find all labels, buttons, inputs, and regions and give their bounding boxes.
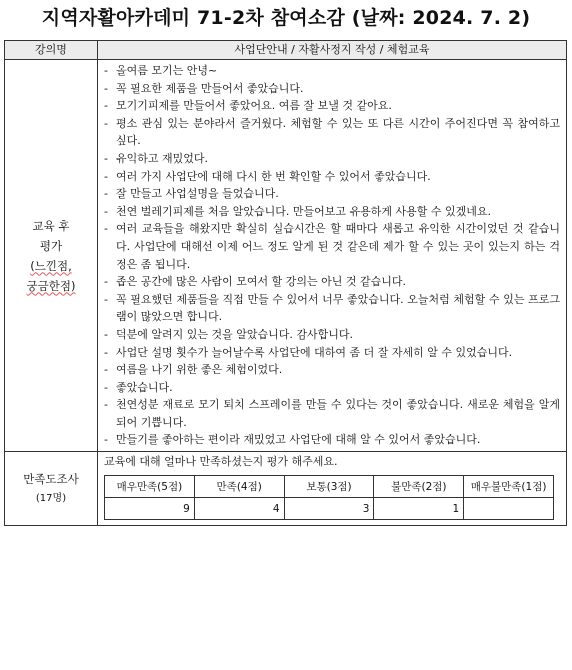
comment-list — [98, 60, 566, 451]
rating-value-row — [105, 498, 554, 520]
header-row — [5, 41, 567, 60]
comments-cell — [98, 60, 567, 452]
comment-item: - 여러 가지 사업단에 대해 다시 한 번 확인할 수 있어서 좋았습니다. — [104, 169, 431, 183]
satisfaction-row — [5, 452, 567, 526]
rating-header: 보통(3점) — [284, 476, 374, 498]
rating-header: 매우만족(5점) — [105, 476, 195, 498]
comment-item: - 모기기피제를 만들어서 좋았어요. 여름 잘 보낼 것 같아요. — [104, 99, 392, 113]
comment-item: - 좁은 공간에 많은 사람이 모여서 할 강의는 아닌 것 같습니다. — [104, 275, 406, 289]
rating-header: 불만족(2점) — [374, 476, 464, 498]
rating-value: 9 — [105, 498, 195, 520]
evaluation-label-line: 궁금한점) — [26, 278, 76, 293]
rating-header: 만족(4점) — [194, 476, 284, 498]
comment-item: - 꼭 필요했던 제품들을 직접 만들 수 있어서 너무 좋았습니다. 오늘처럼 체험할 수 있는 프로그램이 많았으면 합니다. — [104, 292, 560, 324]
feedback-table — [4, 40, 567, 526]
comment-item: - 여름을 나기 위한 좋은 체험이었다. — [104, 363, 283, 377]
evaluation-label-line: 교육 후 — [32, 218, 70, 233]
comment-item: - 여러 교육들을 해왔지만 확실히 실습시간은 할 때마다 새롭고 유익한 시간이었던 것 같습니다. 사업단에 대해선 이제 어느 정도 알게 된 것 같은데 제가 할 수 있는 곳이 있는지 하는 걱정은 좀 됩니다. — [104, 222, 560, 271]
header-lecture-label: 강의명 — [5, 41, 98, 60]
evaluation-row — [5, 60, 567, 452]
comment-item: - 올여름 모기는 안녕~ — [104, 64, 218, 77]
evaluation-label-line: 평가 — [39, 238, 63, 253]
comment-item: - 꼭 필요한 제품을 만들어서 좋았습니다. — [104, 81, 304, 95]
evaluation-label-line: (느낀점, — [30, 258, 72, 273]
satisfaction-label-text: 만족도조사 — [23, 471, 79, 486]
rating-table — [104, 475, 554, 520]
rating-header-row — [105, 476, 554, 498]
rating-value: 1 — [374, 498, 464, 520]
satisfaction-cell — [98, 452, 567, 526]
document-title: 지역자활아카데미 71-2차 참여소감 (날짜: 2024. 7. 2) — [41, 7, 531, 29]
rating-value: 4 — [194, 498, 284, 520]
rating-value — [464, 498, 554, 520]
comment-item: - 유익하고 재밌었다. — [104, 151, 209, 165]
satisfaction-question: 교육에 대해 얼마나 만족하셨는지 평가 해주세요. — [104, 455, 338, 469]
comment-item: - 천연성분 재료로 모기 퇴치 스프레이를 만들 수 있다는 것이 좋았습니다. 새로운 체험을 알게 되어 기쁩니다. — [104, 398, 560, 429]
comment-item: - 만들기를 좋아하는 편이라 재밌었고 사업단에 대해 알 수 있어서 좋았습니다. — [104, 433, 481, 447]
comment-item: - 사업단 설명 횟수가 늘어날수록 사업단에 대하여 좀 더 잘 자세히 알 수 있었습니다. — [104, 345, 513, 359]
satisfaction-label — [5, 452, 98, 526]
comment-item: - 덕분에 알려지 있는 것을 알았습니다. 감사합니다. — [104, 327, 353, 341]
respondent-count: (17명) — [35, 492, 67, 504]
comment-item: - 천연 벌레기피제를 처음 알았습니다. 만들어보고 유용하게 사용할 수 있겠네요. — [104, 204, 491, 218]
rating-header: 매우불만족(1점) — [464, 476, 554, 498]
header-lecture-title: 사업단안내 / 자활사정지 작성 / 체험교육 — [98, 41, 567, 60]
comment-item: - 평소 관심 있는 분야라서 즐거웠다. 체험할 수 있는 또 다른 시간이 주어진다면 꼭 참여하고 싶다. — [104, 116, 560, 148]
evaluation-label — [5, 60, 98, 452]
comment-item: - 잘 만들고 사업설명을 들었습니다. — [104, 187, 279, 201]
comment-item: - 좋았습니다. — [104, 380, 173, 394]
rating-value: 3 — [284, 498, 374, 520]
